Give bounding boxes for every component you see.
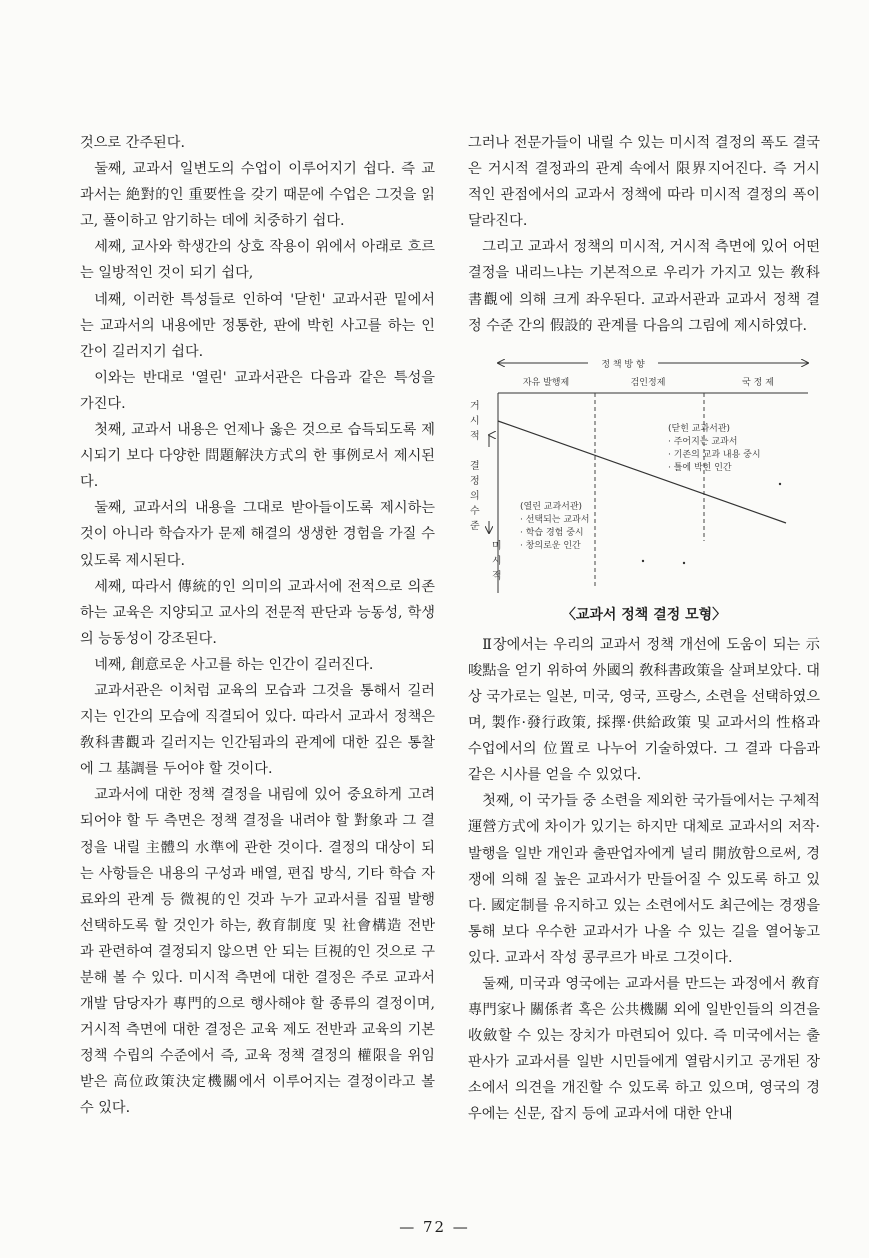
paragraph-10: 교과서에 대한 정책 결정을 내림에 있어 중요하게 고려되어야 할 두 측면은 정책 결정을 내려야 할 對象과 그 결정을 내릴 主體의 水準에 관한 것이다. 결정의 대상이 되는 사항들은 내용의 구성과 배열, 편집 방식, 기타 학습 자료와의 관계 등 微視的인 것과 누가 교과서를 집필 발행 선택하도록 할 것인가 하는, 敎育制度 및 社會構造 전반과 관련하여 결정되지 않으면 안 되는 巨視的인 것으로 구분해 볼 수 있다. 미시적 측면에 대한 결정은 주로 교과서 개발 담당자가 專門的으로 행사해야 할 종류의 결정이며, 거시적 측면에 대한 결정은 교육 제도 전반과 교육의 기본 정책 수립의 수준에서 즉, 교육 정책 결정의 權限을 위임 받은 高位政策決定機關에서 이루어지는 결정이라고 볼 수 있다. xyxy=(80,787,435,1117)
dot-mark xyxy=(779,483,781,485)
paragraph-second-point: 둘째, 미국과 영국에는 교과서를 만드는 과정에서 敎育專門家나 關係者 혹은 公共機關 외에 일반인들의 의견을 收斂할 수 있는 장치가 마련되어 있다. 즉 미국에서는 출판사가 교과서를 일반 시민들에게 열람시키고 공개된 장소에서 의견을 개진할 수 있도록 하고 있으며, 영국의 경우에는 신문, 잡지 등에 교과서에 대한 안내 xyxy=(468,975,820,1123)
policy-model-diagram xyxy=(468,351,820,596)
dot-mark xyxy=(683,562,685,564)
paragraph-1: 둘째, 교과서 일변도의 수업이 이루어지기 쉽다. 즉 교과서는 絶對的인 重要性을 갖기 때문에 수업은 그것을 읽고, 풀이하고 암기하는 데에 치중하기 쉽다. xyxy=(80,161,435,230)
paragraph-7: 세째, 따라서 傳統的인 의미의 교과서에 전적으로 의존하는 교육은 지양되고 교사의 전문적 판단과 능동성, 학생의 능동성이 강조된다. xyxy=(80,578,435,647)
open-view-title: (열린 교과서관) xyxy=(520,501,583,512)
paragraph-first-point: 첫째, 이 국가들 중 소련을 제외한 국가들에서는 구체적 運營方式에 차이가 있기는 하지만 대체로 교과서의 저작·발행을 일반 개인과 출판업자에게 널리 開放함으로써, 경쟁에 의해 질 높은 교과서가 만들어질 수 있도록 하고 있다. 國定制를 유지하고 있는 소련에서도 최근에는 경쟁을 통해 보다 우수한 교과서가 나올 수 있는 길을 열어놓고 있다. 교과서 작성 콩쿠르가 바로 그것이다. xyxy=(468,793,820,966)
paragraph-intro-figure: 그리고 교과서 정책의 미시적, 거시적 측면에 있어 어떤 결정을 내리느냐는 기본적으로 우리가 가지고 있는 敎科書觀에 의해 크게 좌우된다. 교과서관과 교과서 정책 결정 수준 간의 假設的 관계를 다음의 그림에 제시하였다. xyxy=(468,239,820,334)
closed-view-title: (닫힌 교과서관) xyxy=(668,423,731,434)
label-micro: 미시적 xyxy=(492,540,502,582)
figure-caption: 〈교과서 정책 결정 모형〉 xyxy=(561,606,727,623)
paragraph-8: 네째, 創意로운 사고를 하는 인간이 길러진다. xyxy=(94,656,374,673)
closed-view-item: · 주어지는 교과서 xyxy=(668,436,738,447)
paragraph-2: 세째, 교사와 학생간의 상호 작용이 위에서 아래로 흐르는 일방적인 것이 되기 쉽다, xyxy=(80,239,435,282)
region-authorization: 검인정제 xyxy=(630,377,666,388)
paragraph-6: 둘째, 교과서의 내용을 그대로 받아들이도록 제시하는 것이 아니라 학습자가 문제 해결의 생생한 경험을 가질 수 있도록 제시된다. xyxy=(80,500,435,569)
open-view-item: · 학습 경험 중시 xyxy=(520,527,584,538)
paragraph-chapter-summary: Ⅱ장에서는 우리의 교과서 정책 개선에 도움이 되는 示唆點을 얻기 위하여 外國의 敎科書政策을 살펴보았다. 대상 국가로는 일본, 미국, 영국, 프랑스, 소련을 선택하였으며, 製作·發行政策, 採擇·供給政策 및 교과서의 性格과 수업에서의 位置로 나누어 기술하였다. 그 결과 다음과 같은 시사를 얻을 수 있었다. xyxy=(468,636,820,784)
closed-view-box xyxy=(668,423,761,475)
open-view-item: · 선택되는 교과서 xyxy=(520,514,590,525)
paragraph-3: 네째, 이러한 특성들로 인하여 '닫힌' 교과서관 밑에서는 교과서의 내용에만 정통한, 판에 박힌 사고를 하는 인간이 길러지기 쉽다. xyxy=(80,291,435,360)
dot-mark xyxy=(642,560,644,562)
left-column xyxy=(80,130,435,1122)
label-macro: 거시적 xyxy=(470,400,480,442)
continued-text: 것으로 간주된다. xyxy=(80,135,185,151)
open-view-item: · 창의로운 인간 xyxy=(520,540,581,551)
open-view-box xyxy=(520,501,589,553)
label-decision-level: 결정의수준 xyxy=(470,460,480,532)
closed-view-item: · 틀에 박힌 인간 xyxy=(668,462,732,473)
region-national: 국 정 제 xyxy=(742,377,774,388)
continued-text: 그러나 전문가들이 내릴 수 있는 미시적 결정의 폭도 결국은 거시적 결정과의 관계 속에서 限界지어진다. 즉 거시적인 관점에서의 교과서 정책에 따라 미시적 결정의 폭이 달라진다. xyxy=(468,135,820,230)
direction-label: 정 책 방 향 xyxy=(601,359,645,370)
paragraph-4: 이와는 반대로 '열린' 교과서관은 다음과 같은 특성을 가진다. xyxy=(80,369,435,412)
paragraph-9: 교과서관은 이처럼 교육의 모습과 그것을 통해서 길러지는 인간의 모습에 직결되어 있다. 따라서 교과서 정책은 敎科書觀과 길러지는 인간됨과의 관계에 대한 깊은 통찰에 그 基調를 두어야 할 것이다. xyxy=(80,682,435,778)
page-number: — 72 — xyxy=(399,1218,470,1236)
region-free-publication: 자유 발행제 xyxy=(522,377,570,388)
diagram-svg xyxy=(468,351,820,596)
closed-view-item: · 기존의 교과 내용 중시 xyxy=(668,449,761,460)
right-column xyxy=(468,130,820,1128)
paragraph-5: 첫째, 교과서 내용은 언제나 옳은 것으로 습득되도록 제시되기 보다 다양한 問題解決方式의 한 事例로서 제시된다. xyxy=(80,422,435,491)
